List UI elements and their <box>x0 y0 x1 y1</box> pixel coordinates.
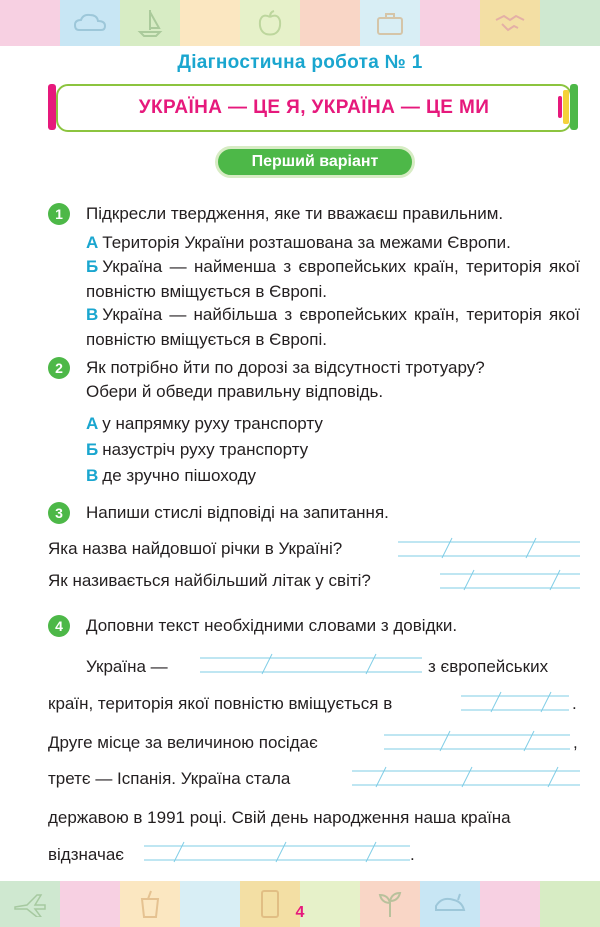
option-letter: Б <box>86 440 99 459</box>
fill-blank[interactable] <box>200 652 422 674</box>
answer-option <box>86 437 580 462</box>
answer-option <box>86 411 580 436</box>
fill-blank-graphic <box>352 765 580 789</box>
fill-blank-graphic <box>461 690 569 714</box>
page-number: 4 <box>295 904 305 921</box>
strip-tile <box>120 0 180 46</box>
fill-text: . <box>572 694 577 713</box>
option-letter: В <box>86 466 99 485</box>
answer-option <box>86 302 580 352</box>
option-text: Територія України розташована за межами Європи. <box>102 233 511 252</box>
fill-blank-graphic <box>384 729 570 753</box>
question-text: Доповни текст необхідними словами з довідки. <box>86 616 458 635</box>
fill-text: , <box>573 733 578 752</box>
fill-blank[interactable] <box>384 729 570 751</box>
question-text-line1: Як потрібно йти по дорозі за відсутності тротуару? <box>86 358 485 377</box>
answer-line[interactable] <box>398 536 580 558</box>
question-number-badge: 3 <box>48 502 70 524</box>
strip-tile <box>60 0 120 46</box>
strip-tile <box>0 0 60 46</box>
fill-text: Друге місце за величиною посідає <box>48 733 318 752</box>
fill-text: країн, територія якої повністю вміщується в <box>48 694 393 713</box>
handshake-icon <box>494 10 526 36</box>
subquestion-text: Яка назва найдовшої річки в Україні? <box>48 539 343 558</box>
banner-right-decoration <box>556 80 582 134</box>
option-text: Україна — найменша з європейських країн, територія якої повністю вміщується в Європі. <box>86 257 580 301</box>
strip-tile <box>240 0 300 46</box>
fill-text: Україна — <box>86 657 168 676</box>
answer-line-graphic <box>440 568 580 592</box>
question-text: Підкресли твердження, яке ти вважаєш правильним. <box>86 204 504 223</box>
fill-blank[interactable] <box>144 840 410 862</box>
fill-blank[interactable] <box>461 690 569 712</box>
option-text: у напрямку руху транспорту <box>102 414 323 433</box>
question-text: Напиши стислі відповіді на запитання. <box>86 503 389 522</box>
question-text-line2: Обери й обведи правильну відповідь. <box>86 382 384 401</box>
fill-text: . <box>410 845 415 864</box>
variant-badge: Перший варіант <box>215 146 415 178</box>
topic-banner: УКРАЇНА — ЦЕ Я, УКРАЇНА — ЦЕ МИ <box>56 84 572 132</box>
option-letter: Б <box>86 257 99 276</box>
top-decorative-strip <box>0 0 600 46</box>
answer-line-graphic <box>398 536 580 560</box>
strip-tile <box>360 0 420 46</box>
question-number-badge: 1 <box>48 203 70 225</box>
fill-text: відзначає <box>48 845 124 864</box>
subquestion-text: Як називається найбільший літак у світі? <box>48 571 371 590</box>
cloud-icon <box>73 12 107 34</box>
option-letter: А <box>86 414 99 433</box>
answer-option <box>86 230 580 255</box>
question-number-badge: 4 <box>48 615 70 637</box>
fill-text: державою в 1991 році. Свій день народження наша країна <box>48 808 511 827</box>
fill-text: з європейських <box>428 657 549 676</box>
strip-tile <box>420 0 480 46</box>
fill-blank[interactable] <box>352 765 580 787</box>
option-letter: А <box>86 233 99 252</box>
strip-tile <box>300 0 360 46</box>
answer-option <box>86 254 580 304</box>
sailboat-icon <box>137 8 163 38</box>
fill-blank-graphic <box>200 652 422 676</box>
briefcase-icon <box>375 10 405 36</box>
option-text: назустріч руху транспорту <box>102 440 309 459</box>
fill-blank-graphic <box>144 840 410 864</box>
option-text: Україна — найбільша з європейських країн, територія якої повністю вміщується в Європі. <box>86 305 580 349</box>
strip-tile <box>540 0 600 46</box>
answer-line[interactable] <box>440 568 580 590</box>
page-title: Діагностична робота № 1 <box>177 52 423 73</box>
answer-option <box>86 463 580 488</box>
option-letter: В <box>86 305 99 324</box>
fill-text: третє — Іспанія. Україна стала <box>48 769 291 788</box>
question-number-badge: 2 <box>48 357 70 379</box>
strip-tile <box>180 0 240 46</box>
option-text: де зручно пішоходу <box>102 466 257 485</box>
apple-icon <box>256 9 284 37</box>
strip-tile <box>480 0 540 46</box>
